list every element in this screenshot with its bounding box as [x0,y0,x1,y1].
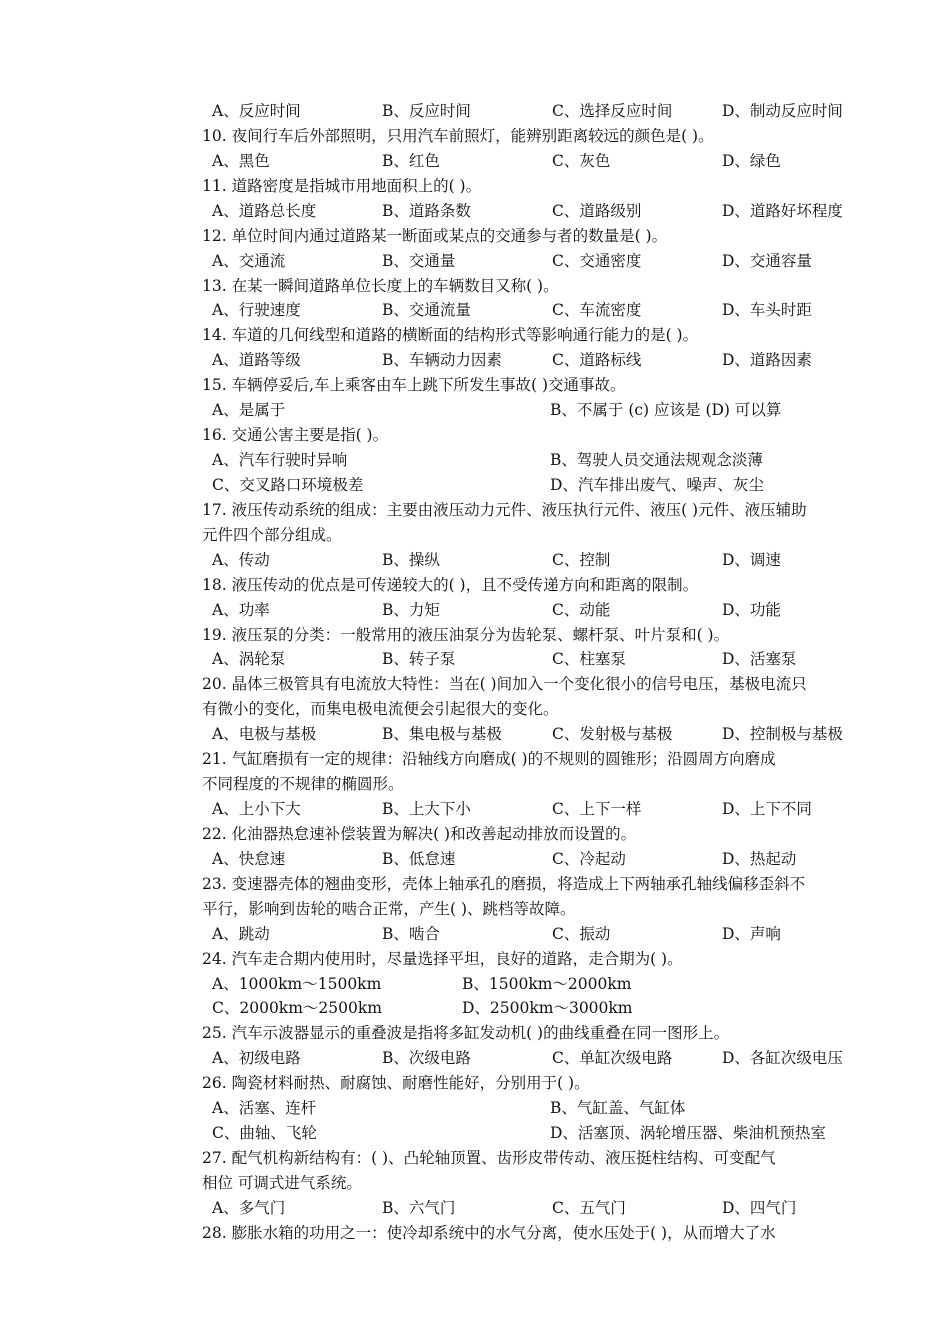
answer-options [212,972,872,997]
option-a: A、汽车行驶时异响 [212,451,348,470]
option-d: D、各缸次级电压 [722,1049,843,1068]
option-c: C、振动 [552,924,611,943]
question-text: 13. 在某一瞬间道路单位长度上的车辆数目又称( )。 [202,276,559,295]
answer-options [212,922,872,947]
option-a: C、2000km～2500km [212,999,382,1018]
question-text: 有微小的变化，而集电极电流便会引起很大的变化。 [202,700,559,719]
question-text: 元件四个部分组成。 [202,525,342,544]
option-d: D、绿色 [722,151,781,170]
answer-options [212,847,872,872]
option-b: B、次级电路 [382,1049,471,1068]
answer-options [212,199,872,224]
question-text: 不同程度的不规律的椭圆形。 [202,775,404,794]
option-d: D、四气门 [722,1198,797,1217]
answer-options [212,996,872,1021]
answer-options [212,797,872,822]
option-b: D、活塞顶、涡轮增压器、柴油机预热室 [550,1124,826,1143]
option-c: C、道路标线 [552,351,642,370]
option-a: A、1000km～1500km [212,974,382,993]
option-c: C、交通密度 [552,251,642,270]
option-b: B、气缸盖、气缸体 [550,1099,686,1118]
option-b: B、道路条数 [382,201,471,220]
option-c: C、冷起动 [552,849,626,868]
question-text: 20. 晶体三极管具有电流放大特性：当在( )间加入一个变化很小的信号电压，基极电流只 [202,675,807,694]
option-d: D、道路好坏程度 [722,201,843,220]
option-a: A、电极与基极 [212,725,317,744]
option-b: B、低怠速 [382,849,456,868]
option-d: D、功能 [722,600,781,619]
question-text: 27. 配气机构新结构有：( )、凸轮轴顶置、齿形皮带传动、液压挺柱结构、可变配气 [202,1149,776,1168]
option-b: B、红色 [382,151,440,170]
option-b: B、不属于 (c) 应该是 (D) 可以算 [550,401,782,420]
answer-options [212,1046,872,1071]
answer-options [212,598,872,623]
question-text: 25. 汽车示波器显示的重叠波是指将多缸发动机( )的曲线重叠在同一图形上。 [202,1024,730,1043]
answer-options [212,722,872,747]
answer-options [212,548,872,573]
option-d: D、车头时距 [722,301,812,320]
option-d: D、活塞泵 [722,650,797,669]
option-a: C、交叉路口环境极差 [212,475,364,494]
option-c: C、选择反应时间 [552,102,673,120]
question-text: 21. 气缸磨损有一定的规律：沿轴线方向磨成( )的不规则的圆锥形；沿圆周方向磨成 [202,750,776,769]
answer-options [212,398,872,423]
option-d: D、上下不同 [722,800,812,819]
question-text: 26. 陶瓷材料耐热、耐腐蚀、耐磨性能好，分别用于( )。 [202,1074,590,1093]
option-a: C、曲轴、飞轮 [212,1124,317,1143]
option-d: D、道路因素 [722,351,812,370]
option-b: B、交通量 [382,251,456,270]
option-b: D、汽车排出废气、噪声、灰尘 [550,475,764,494]
question-text: 10. 夜间行车后外部照明，只用汽车前照灯，能辨别距离较远的颜色是( )。 [202,126,714,145]
option-a: A、多气门 [212,1198,286,1217]
answer-options [212,448,872,473]
option-a: A、黑色 [212,151,270,170]
answer-options [212,298,872,323]
answer-options [212,99,872,124]
option-c: C、车流密度 [552,301,642,320]
question-text: 15. 车辆停妥后,车上乘客由车上跳下所发生事故( )交通事故。 [202,376,626,395]
option-d: D、交通容量 [722,251,812,270]
option-a: A、是属于 [212,401,286,420]
option-a: A、道路等级 [212,351,301,370]
option-d: D、制动反应时间 [722,102,843,120]
question-text: 16. 交通公害主要是指( )。 [202,426,389,445]
option-b: B、转子泵 [382,650,456,669]
option-a: A、活塞、连杆 [212,1099,317,1118]
option-c: C、五气门 [552,1198,626,1217]
option-b: B、反应时间 [382,102,471,120]
option-c: C、灰色 [552,151,611,170]
option-b: B、驾驶人员交通法规观念淡薄 [550,451,763,470]
question-text: 28. 膨胀水箱的功用之一：使冷却系统中的水气分离，使水压处于( )，从而增大了水 [202,1223,776,1242]
question-text: 19. 液压泵的分类：一般常用的液压油泵分为齿轮泵、螺杆泵、叶片泵和( )。 [202,625,730,644]
option-c: C、柱塞泵 [552,650,626,669]
option-a: A、行驶速度 [212,301,301,320]
option-b: B、车辆动力因素 [382,351,502,370]
question-text: 11. 道路密度是指城市用地面积上的( )。 [202,176,482,195]
option-d: D、调速 [722,550,781,569]
option-a: A、初级电路 [212,1049,301,1068]
answer-options [212,249,872,274]
option-d: D、控制极与基极 [722,725,843,744]
answer-options [212,149,872,174]
option-b: B、1500km～2000km [462,974,632,993]
option-a: A、道路总长度 [212,201,317,220]
question-text: 23. 变速器壳体的翘曲变形，壳体上轴承孔的磨损，将造成上下两轴承孔轴线偏移歪斜不 [202,874,806,893]
question-text: 22. 化油器热怠速补偿装置为解决( )和改善起动排放而设置的。 [202,824,637,843]
answer-options [212,1121,872,1146]
option-b: B、交通流量 [382,301,471,320]
question-text: 平行，影响到齿轮的啮合正常，产生( )、跳档等故障。 [202,899,576,918]
answer-options [212,473,872,498]
option-c: C、上下一样 [552,800,642,819]
option-b: B、力矩 [382,600,440,619]
option-b: B、集电极与基极 [382,725,502,744]
option-a: A、功率 [212,600,270,619]
answer-options [212,647,872,672]
option-c: C、动能 [552,600,611,619]
option-b: B、操纵 [382,550,440,569]
option-a: A、交通流 [212,251,286,270]
answer-options [212,348,872,373]
option-b: D、2500km～3000km [462,999,633,1018]
option-c: C、道路级别 [552,201,642,220]
option-a: A、上小下大 [212,800,301,819]
option-a: A、传动 [212,550,270,569]
question-text: 14. 车道的几何线型和道路的横断面的结构形式等影响通行能力的是( )。 [202,326,699,345]
option-b: B、啮合 [382,924,440,943]
option-d: D、热起动 [722,849,797,868]
option-b: B、六气门 [382,1198,456,1217]
question-text: 12. 单位时间内通过道路某一断面或某点的交通参与者的数量是( )。 [202,226,668,245]
option-c: C、单缸次级电路 [552,1049,673,1068]
option-a: A、涡轮泵 [212,650,286,669]
answer-options [212,1096,872,1121]
question-text: 18. 液压传动的优点是可传递较大的( )，且不受传递方向和距离的限制。 [202,575,699,594]
option-b: B、上大下小 [382,800,471,819]
option-c: C、发射极与基极 [552,725,673,744]
option-a: A、跳动 [212,924,270,943]
answer-options [212,1196,872,1221]
question-text: 24. 汽车走合期内使用时，尽量选择平坦，良好的道路，走合期为( )。 [202,949,683,968]
question-text: 17. 液压传动系统的组成：主要由液压动力元件、液压执行元件、液压( )元件、液压辅助 [202,500,807,519]
option-c: C、控制 [552,550,611,569]
option-d: D、声响 [722,924,781,943]
option-a: A、快怠速 [212,849,286,868]
question-text: 相位 可调式进气系统。 [202,1173,362,1192]
option-a: A、反应时间 [212,102,301,120]
